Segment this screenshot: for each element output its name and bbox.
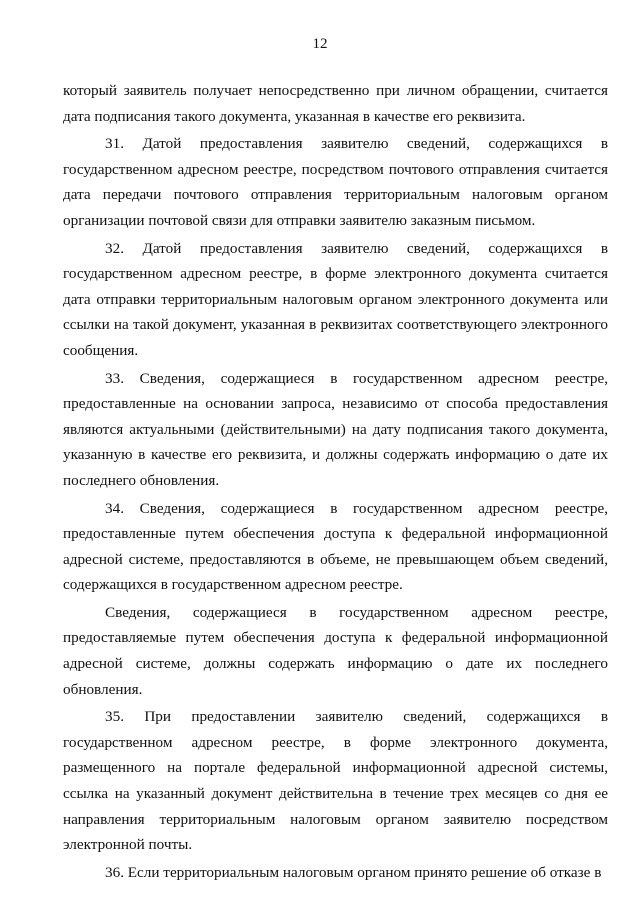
paragraph-item-35: 35. При предоставлении заявителю сведений, содержащихся в государственном адресном реестре, в форме электронного документа, размещенного на портале федеральной информационной адресной системы, ссылка на указанный документ действительна в течение трех месяцев со дня ее направления территориальным налоговым органом заявителю посредством электронной почты. (63, 708, 608, 854)
paragraph-item-34: 34. Сведения, содержащиеся в государственном адресном реестре, предоставленные путем обеспечения доступа к федеральной информационной адресной системе, предоставляются в объеме, не превышающем объем сведений, содержащихся в государственном адресном реестре. (63, 499, 608, 594)
page-number: 12 (312, 36, 328, 52)
paragraph-item-31: 31. Датой предоставления заявителю сведений, содержащихся в государственном адресном реестре, посредством почтового отправления считается дата передачи почтового отправления территориальным налоговым органом организации почтовой связи для отправки заявителю заказным письмом. (63, 135, 608, 229)
paragraph-item-32: 32. Датой предоставления заявителю сведений, содержащихся в государственном адресном реестре, в форме электронного документа считается дата отправки территориальным налоговым органом электронного документа или ссылки на такой документ, указанная в реквизитах соответствующего электронного сообщения. (63, 239, 608, 359)
paragraph-item-34-continuation: Сведения, содержащиеся в государственном адресном реестре, предоставляемые путем обеспечения доступа к федеральной информационной адресной системе, должны содержать информацию о дате их последнего обновления. (63, 603, 608, 698)
paragraph-item-36: 36. Если территориальным налоговым органом принято решение об отказе в (105, 863, 602, 881)
paragraph-continuation: который заявитель получает непосредственно при личном обращении, считается дата подписания такого документа, указанная в качестве его реквизита. (63, 82, 608, 125)
document-body (63, 78, 608, 885)
paragraph-item-33: 33. Сведения, содержащиеся в государственном адресном реестре, предоставленные на основании запроса, независимо от способа предоставления являются актуальными (действительными) на дату подписания такого документа, указанную в качестве его реквизита, и должны содержать информацию о дате их последнего обновления. (63, 369, 608, 489)
